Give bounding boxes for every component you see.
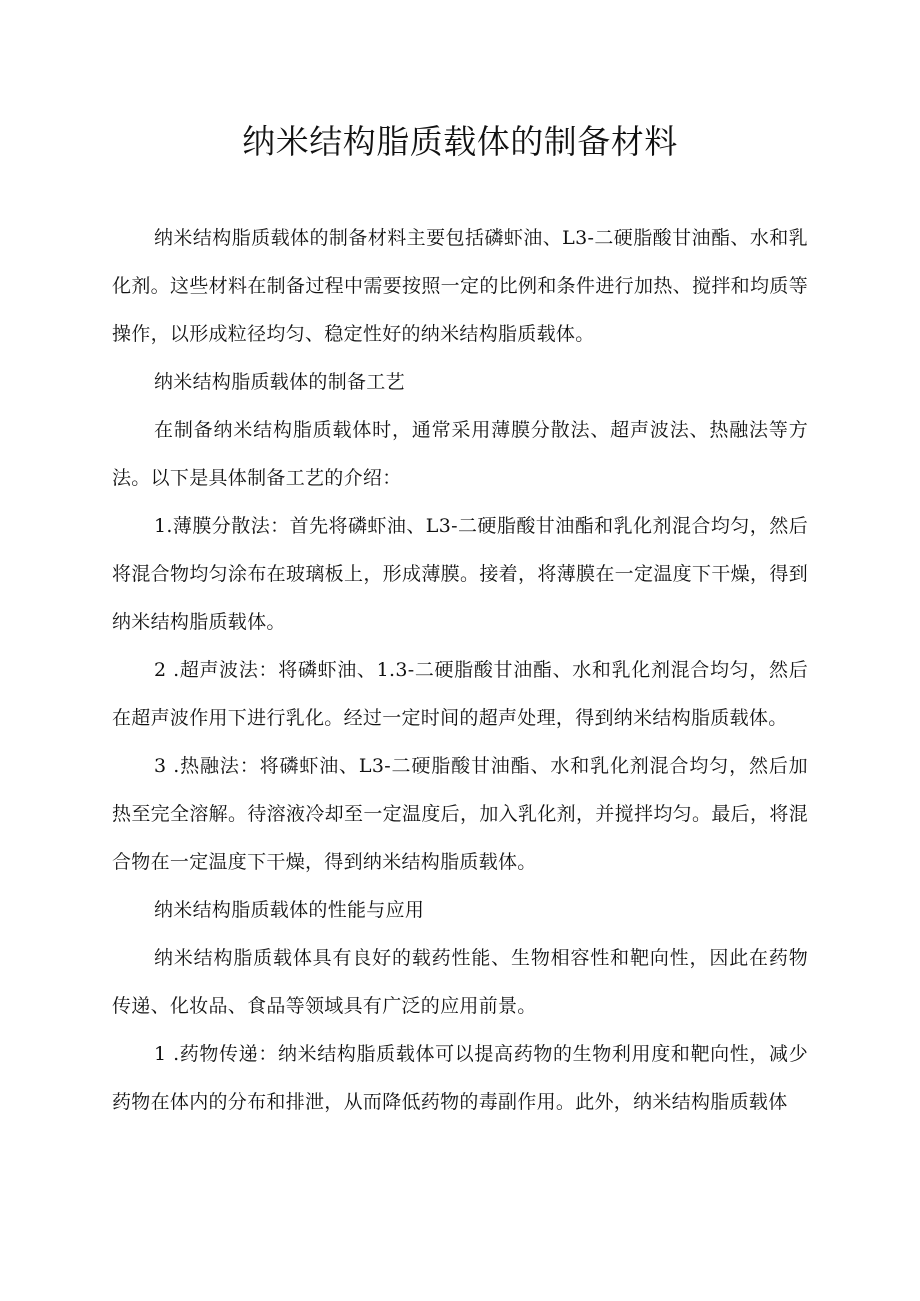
paragraph-materials: 纳米结构脂质载体的制备材料主要包括磷虾油、L3-二硬脂酸甘油酯、水和乳化剂。这些材料在制备过程中需要按照一定的比例和条件进行加热、搅拌和均质等操作，以形成粒径均匀、稳定性好的纳米结构脂质载体。 bbox=[112, 227, 808, 345]
document-title: 纳米结构脂质载体的制备材料 bbox=[242, 122, 678, 161]
paragraph-process-intro: 在制备纳米结构脂质载体时，通常采用薄膜分散法、超声波法、热融法等方法。以下是具体制备工艺的介绍： bbox=[112, 419, 808, 489]
section-heading-performance: 纳米结构脂质载体的性能与应用 bbox=[154, 899, 425, 921]
paragraph-ultrasonic: 2 .超声波法：将磷虾油、1.3-二硬脂酸甘油酯、水和乳化剂混合均匀，然后在超声波作用下进行乳化。经过一定时间的超声处理，得到纳米结构脂质载体。 bbox=[112, 659, 808, 729]
paragraph-film-dispersion: 1.薄膜分散法：首先将磷虾油、L3-二硬脂酸甘油酯和乳化剂混合均匀，然后将混合物均匀涂布在玻璃板上，形成薄膜。接着，将薄膜在一定温度下干燥，得到纳米结构脂质载体。 bbox=[112, 515, 808, 633]
paragraph-drug-delivery: 1 .药物传递：纳米结构脂质载体可以提高药物的生物利用度和靶向性，减少药物在体内的分布和排泄，从而降低药物的毒副作用。此外，纳米结构脂质载体 bbox=[112, 1043, 808, 1113]
paragraph-performance: 纳米结构脂质载体具有良好的载药性能、生物相容性和靶向性，因此在药物传递、化妆品、食品等领域具有广泛的应用前景。 bbox=[112, 947, 808, 1017]
section-heading-process: 纳米结构脂质载体的制备工艺 bbox=[154, 371, 405, 393]
document-body bbox=[112, 214, 808, 1126]
paragraph-hot-melt: 3 .热融法：将磷虾油、L3-二硬脂酸甘油酯、水和乳化剂混合均匀，然后加热至完全溶解。待溶液冷却至一定温度后，加入乳化剂，并搅拌均匀。最后，将混合物在一定温度下干燥，得到纳米结构脂质载体。 bbox=[112, 755, 808, 873]
